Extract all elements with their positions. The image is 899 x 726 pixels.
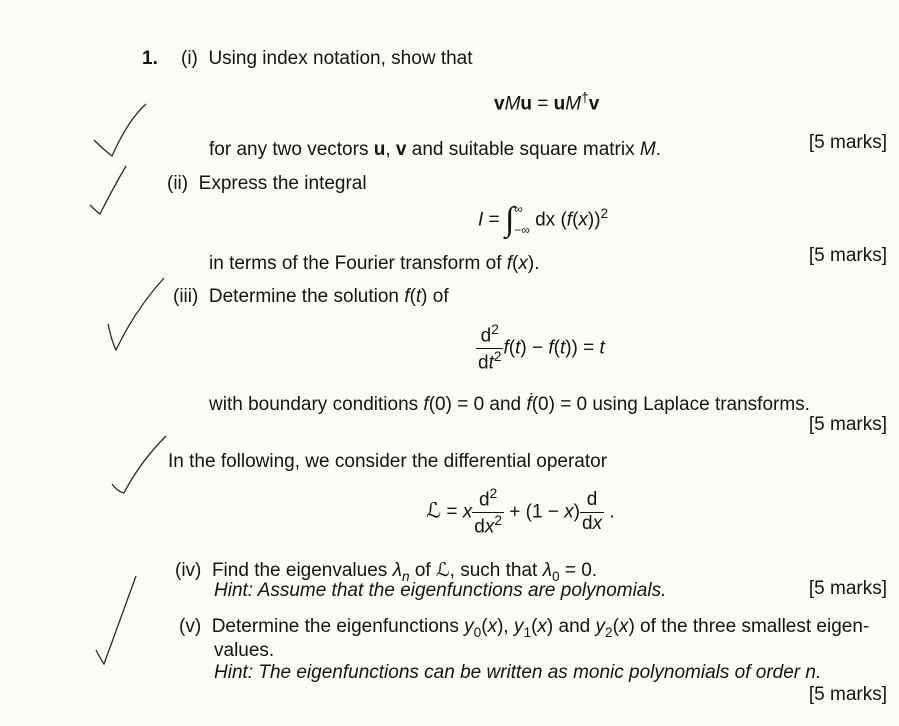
part-v-prompt-cont: values. bbox=[214, 640, 275, 661]
part-iii-prompt: (iii) Determine the solution f(t) of bbox=[173, 286, 449, 307]
check-mark-icon bbox=[96, 576, 136, 664]
check-mark-icon bbox=[108, 278, 164, 350]
part-iv-marks: [5 marks] bbox=[808, 578, 887, 599]
part-iii-text: with boundary conditions f(0) = 0 and ḟ(0) = 0 using Laplace transforms. bbox=[209, 394, 810, 415]
part-i-marks: [5 marks] bbox=[808, 132, 887, 153]
part-v-prompt: (v) Determine the eigenfunctions $y_0(x)$, $y_1(x)$ and $y_2(x)$ of the three smallest eigen- bbox=[179, 616, 870, 640]
part-v-marks: [5 marks] bbox=[808, 684, 887, 705]
question-number: 1. bbox=[142, 48, 158, 69]
part-v-hint: Hint: The eigenfunctions can be written as monic polynomials of order n. bbox=[214, 662, 822, 683]
part-iv-prompt: (iv) Find the eigenvalues $\lambda_n$ of ℒ, such that $\lambda_0 = 0$. bbox=[175, 560, 598, 584]
part-i-prompt: (i) Using index notation, show that bbox=[181, 48, 473, 69]
part-ii-marks: [5 marks] bbox=[808, 245, 887, 266]
part-iv-hint: Hint: Assume that the eigenfunctions are polynomials. bbox=[214, 580, 667, 601]
part-ii-prompt: (ii) Express the integral bbox=[167, 173, 367, 194]
part-iii-equation: $\frac{d^2}{dt^2}$ f(t) − f(t)) = t bbox=[478, 322, 605, 374]
part-ii-text: in terms of the Fourier transform of f(x). bbox=[209, 253, 540, 274]
check-mark-icon bbox=[112, 436, 166, 493]
part-i-text: for any two vectors u, v and suitable square matrix M. bbox=[209, 139, 661, 160]
part-i-equation: vMu = uM†v bbox=[494, 90, 600, 115]
operator-equation: ℒ = x $\frac{d^2}{dx^2}$ + (1 − x) $\frac{d}{dx}$ . bbox=[426, 486, 615, 538]
operator-intro: In the following, we consider the differential operator bbox=[168, 451, 608, 472]
part-ii-equation: I = ∫ ∞ −∞ dx $(f(x))^2$ bbox=[478, 201, 609, 238]
check-mark-icon bbox=[94, 104, 146, 156]
part-iii-marks: [5 marks] bbox=[808, 414, 887, 435]
check-mark-icon bbox=[90, 166, 126, 214]
